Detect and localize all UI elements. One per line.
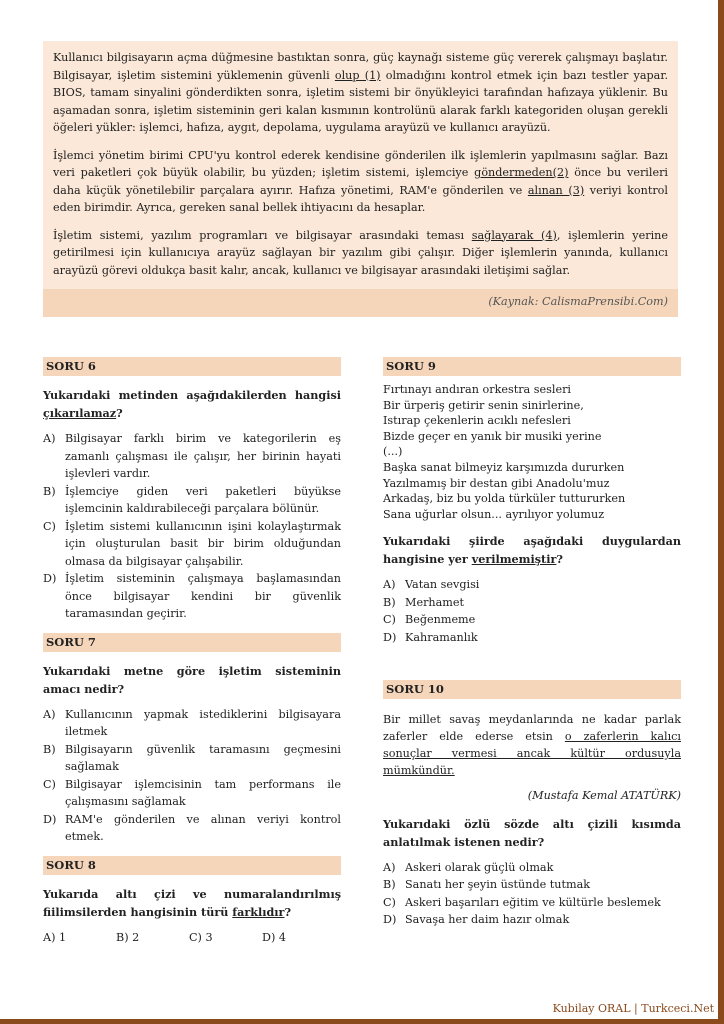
- reading-passage: [43, 41, 678, 317]
- question-7-header: SORU 7: [43, 633, 341, 652]
- question-9-text: Yukarıdaki şiirde aşağıdaki duygulardan hangisine yer verilmemiştir?: [383, 534, 681, 567]
- question-10-header: SORU 10: [383, 680, 681, 699]
- option-c[interactable]: C) Bilgisayar işlemcisinin tam performans ile çalışmasını sağlamak: [43, 777, 341, 808]
- option-a[interactable]: A) Kullanıcının yapmak istediklerini bilgisayara iletmek: [43, 707, 341, 738]
- passage-paragraph-3: İşletim sistemi, yazılım programları ve bilgisayar arasındaki teması sağlayarak (4), işlemlerin yerine getirilmesi için kullanıcıya arayüz sağlayan bir yazılım gibi çalışır. Diğer işlemlerin yanında, kullanıcı arayüzü görevi oldukça basit kalır, ancak, kullanıcı ve bilgisayar arasındaki iletişimi sağlar.: [53, 228, 669, 277]
- option-c[interactable]: C) İşletim sistemi kullanıcının işini kolaylaştırmak için oluşturulan basit bir birim olduğundan olmasa da bilgisayar çalışabilir.: [43, 519, 341, 568]
- option-b[interactable]: B) Merhamet: [383, 595, 465, 609]
- poem-line: Bizde geçer en yanık bir musiki yerine: [383, 429, 602, 443]
- poem: [383, 382, 681, 522]
- option-a[interactable]: A) Askeri olarak güçlü olmak: [383, 860, 554, 874]
- question-9-options: [383, 576, 681, 646]
- option-d[interactable]: D) 4: [262, 930, 287, 944]
- option-c[interactable]: C) Beğenmeme: [383, 613, 476, 627]
- question-10-quote: Bir millet savaş meydanlarında ne kadar parlak zaferler elde ederse etsin o zaferlerin kalıcı sonuçlar vermesi ancak kültür ordusuyla mümkündür.: [383, 713, 681, 778]
- quote-author: (Mustafa Kemal ATATÜRK): [527, 789, 681, 803]
- footer-credit: Kubilay ORAL | Turkceci.Net: [552, 1002, 714, 1015]
- poem-line: Istırap çekenlerin acıklı nefesleri: [383, 414, 571, 428]
- question-6-options: [43, 430, 341, 623]
- option-b[interactable]: B) Sanatı her şeyin üstünde tutmak: [383, 878, 591, 892]
- page-border-bottom: [0, 1019, 724, 1024]
- question-6-header: SORU 6: [43, 357, 341, 376]
- question-10-text: Yukarıdaki özlü sözde altı çizili kısımda anlatılmak istenen nedir?: [383, 816, 681, 849]
- question-8-text: Yukarıda altı çizi ve numaralandırılmış fiilimsilerden hangisinin türü farklıdır?: [43, 886, 341, 919]
- question-7-options: [43, 706, 341, 846]
- option-b[interactable]: B) İşlemciye giden veri paketleri büyükse işlemcinin kaldırabileceği parçalara bölünür.: [43, 484, 341, 515]
- poem-line: Arkadaş, biz bu yolda türküler tuttururken: [383, 492, 626, 506]
- option-a[interactable]: A) Bilgisayar farklı birim ve kategorilerin eş zamanlı çalışması ile çalışır, her birinin hayati işlevleri vardır.: [43, 432, 341, 480]
- option-a[interactable]: A) Vatan sevgisi: [383, 578, 480, 592]
- question-9-header: SORU 9: [383, 357, 681, 376]
- option-c[interactable]: C) Askeri başarıları eğitim ve kültürle beslemek: [383, 895, 661, 909]
- underlined-quote-part: o zaferlerin kalıcı sonuçlar vermesi ancak kültür ordusuyla mümkündür.: [383, 730, 681, 778]
- option-c[interactable]: C) 3: [189, 930, 213, 944]
- question-8-options: [43, 929, 341, 947]
- option-a[interactable]: A) 1: [43, 930, 67, 944]
- passage-paragraph-2: İşlemci yönetim birimi CPU'yu kontrol ederek kendisine gönderilen ilk işlemlerin yapılmasını sağlar. Bazı veri paketleri çok büyük olabilir, bu yüzden; işletim sistemi, işlemciye göndermeden(2) önce bu verileri daha küçük yönetilebilir parçalara ayırır. Hafıza yönetimi, RAM'e gönderilen ve alınan (3) veriyi kontrol eden birimdir. Ayrıca, gereken sanal bellek ihtiyacını da hesaplar.: [53, 148, 668, 214]
- underlined-verbal-1: olup (1): [334, 68, 381, 82]
- underlined-verbal-3: alınan (3): [527, 183, 585, 197]
- right-column: [383, 357, 681, 929]
- underlined-verbal-4: sağlayarak (4): [471, 228, 557, 242]
- option-b[interactable]: B) Bilgisayarın güvenlik taramasını geçmesini sağlamak: [43, 742, 341, 773]
- option-d[interactable]: D) RAM'e gönderilen ve alınan veriyi kontrol etmek.: [43, 812, 341, 843]
- question-7-text: Yukarıdaki metne göre işletim sisteminin amacı nedir?: [43, 663, 341, 696]
- left-column: [43, 357, 341, 946]
- poem-line: Fırtınayı andıran orkestra sesleri: [383, 383, 572, 396]
- poem-line: (...): [383, 445, 403, 459]
- question-8-header: SORU 8: [43, 856, 341, 875]
- option-d[interactable]: D) İşletim sisteminin çalışmaya başlamasından önce bilgisayar kendini bir güvenlik taramasından geçirir.: [43, 572, 341, 620]
- poem-line: Yazılmamış bir destan gibi Anadolu'muz: [383, 476, 610, 490]
- underlined-verbal-2: göndermeden(2): [474, 166, 569, 179]
- passage-source: (Kaynak: CalismaPrensibi.Com): [43, 289, 678, 317]
- option-b[interactable]: B) 2: [116, 930, 140, 944]
- question-10-options: [383, 859, 681, 929]
- passage-paragraph-1: Kullanıcı bilgisayarın açma düğmesine bastıktan sonra, güç kaynağı sisteme güç vererek çalışmayı başlatır. Bilgisayar, işletim sistemini yüklemenin güvenli olup (1) olmadığını kontrol etmek için bazı testler yapar. BIOS, tamam sinyalini gönderdikten sonra, işletim sistemi bir önyükleyici tarafından hafızaya yüklenir. Bu aşamadan sonra, işletim sisteminin geri kalan kısmının kontrolünü alarak farklı kategoriden oluşan gerekli öğeleri yükler: işlemci, hafıza, aygıt, depolama, uygulama arayüzü ve kullanıcı arayüzü.: [53, 51, 669, 134]
- option-d[interactable]: D) Kahramanlık: [383, 630, 478, 644]
- option-d[interactable]: D) Savaşa her daim hazır olmak: [383, 913, 570, 927]
- poem-line: Bir ürperiş getirir senin sinirlerine,: [383, 398, 584, 412]
- poem-line: Sana uğurlar olsun... ayrılıyor yolumuz: [383, 507, 605, 521]
- page-border-right: [718, 0, 724, 1024]
- question-6-text: Yukarıdaki metinden aşağıdakilerden hangisi çıkarılamaz?: [43, 388, 341, 420]
- poem-line: Başka sanat bilmeyiz karşımızda dururken: [383, 460, 625, 474]
